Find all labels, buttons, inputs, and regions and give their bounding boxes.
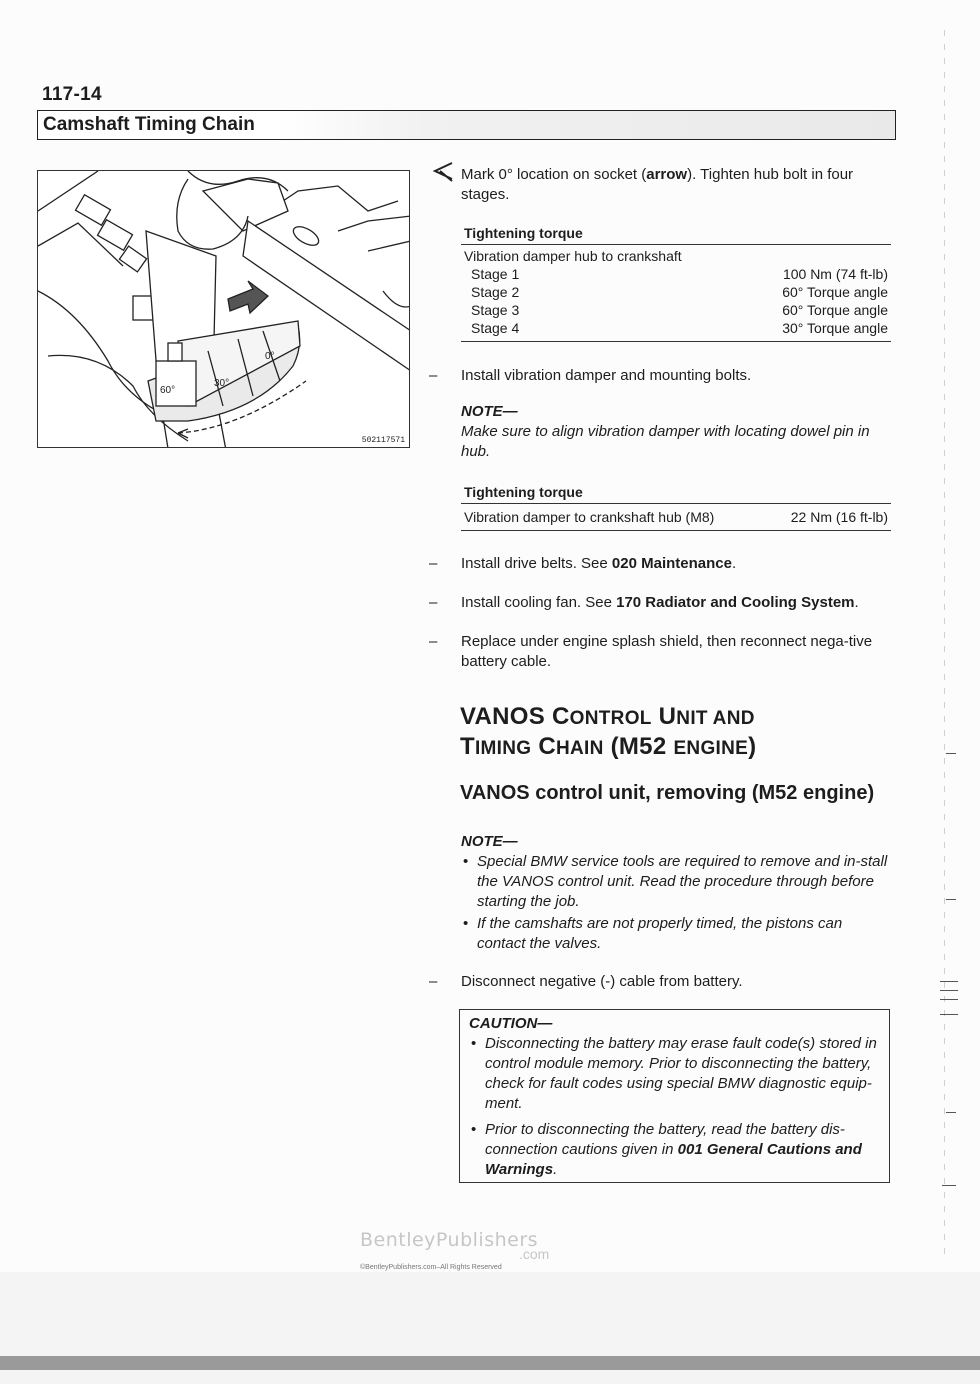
publisher-watermark: BentleyPublishers: [360, 1229, 539, 1251]
step-dash: –: [429, 973, 438, 990]
torque-item: Vibration damper to crankshaft hub (M8): [464, 509, 715, 525]
torque-socket-figure: [37, 170, 410, 448]
torque-table-heading: Tightening torque: [464, 225, 583, 241]
caution-box: [459, 1009, 890, 1183]
step-dash: –: [429, 633, 438, 650]
caution-bullet: • Prior to disconnecting the battery, read the battery dis-connection cautions given in 001 General Cautions and Warnings.: [469, 1120, 881, 1180]
step-install-belts: Install drive belts. See 020 Maintenance.: [461, 555, 737, 572]
note-text: Make sure to align vibration damper with locating dowel pin in hub.: [461, 423, 870, 460]
page-number: 117-14: [42, 84, 102, 105]
torque-row: Stage 4 30° Torque angle: [471, 320, 888, 336]
note-heading: NOTE—: [461, 403, 518, 420]
copyright-line: ©BentleyPublishers.com–All Rights Reserved: [360, 1264, 502, 1271]
section-title: Camshaft Timing Chain: [43, 114, 255, 135]
engine-illustration: [38, 171, 410, 448]
step-dash: –: [429, 367, 438, 384]
note-heading: NOTE—: [461, 833, 518, 850]
torque-table-damper: [461, 481, 891, 531]
note-align-damper: [461, 402, 891, 462]
torque-table-heading: Tightening torque: [464, 484, 583, 500]
section-heading: VANOS CONTROL UNIT AND TIMING CHAIN (M52 ENGINE): [460, 703, 757, 760]
step-dash: –: [429, 594, 438, 611]
publisher-watermark-com: .com: [519, 1246, 550, 1262]
torque-value: 22 Nm (16 ft-lb): [790, 509, 888, 525]
ref-link: 020 Maintenance: [611, 555, 732, 572]
figure-label-0: 0°: [265, 351, 275, 362]
step-disconnect-battery: Disconnect negative (-) cable from battery.: [461, 973, 743, 990]
ref-link: 001 General Cautions and Warnings: [485, 1141, 862, 1178]
step-dash: –: [429, 555, 438, 572]
step-install-damper: Install vibration damper and mounting bolts.: [461, 367, 752, 384]
figure-pointer-icon: [432, 160, 456, 184]
binding-edge: [930, 0, 980, 1272]
torque-row: Stage 1 100 Nm (74 ft-lb): [471, 266, 888, 282]
ref-link: 170 Radiator and Cooling System: [616, 594, 855, 611]
torque-item: Vibration damper hub to crankshaft: [464, 248, 682, 264]
torque-table-hub: [461, 222, 891, 342]
subsection-heading: VANOS control unit, removing (M52 engine): [460, 782, 875, 804]
note-bullet: • If the camshafts are not properly timed, the pistons can contact the valves.: [461, 914, 893, 954]
torque-row: Stage 2 60° Torque angle: [471, 284, 888, 300]
step-splash-shield: Replace under engine splash shield, then reconnect nega-tive battery cable.: [461, 633, 873, 670]
caution-heading: CAUTION—: [469, 1015, 553, 1032]
torque-row: Stage 3 60° Torque angle: [471, 302, 888, 318]
note-special-tools: [461, 832, 893, 954]
note-bullet: • Special BMW service tools are required to remove and in-stall the VANOS control unit. Read the procedure through before starting the job.: [461, 852, 893, 912]
figure-label-60: 60°: [160, 385, 176, 396]
figure-id: 502117571: [361, 436, 405, 445]
step-install-fan: Install cooling fan. See 170 Radiator and Cooling System.: [461, 594, 859, 611]
viewer-scrollbar[interactable]: [0, 1356, 980, 1370]
caution-bullet: • Disconnecting the battery may erase fault code(s) stored in control module memory. Prior to disconnecting the battery, check for fault codes using special BMW diagnostic equip-ment.: [469, 1034, 881, 1114]
step-mark-socket: Mark 0° location on socket (arrow). Tighten hub bolt in four stages.: [461, 166, 854, 203]
figure-label-30: 30°: [214, 378, 230, 389]
section-title-bar: [37, 110, 896, 140]
